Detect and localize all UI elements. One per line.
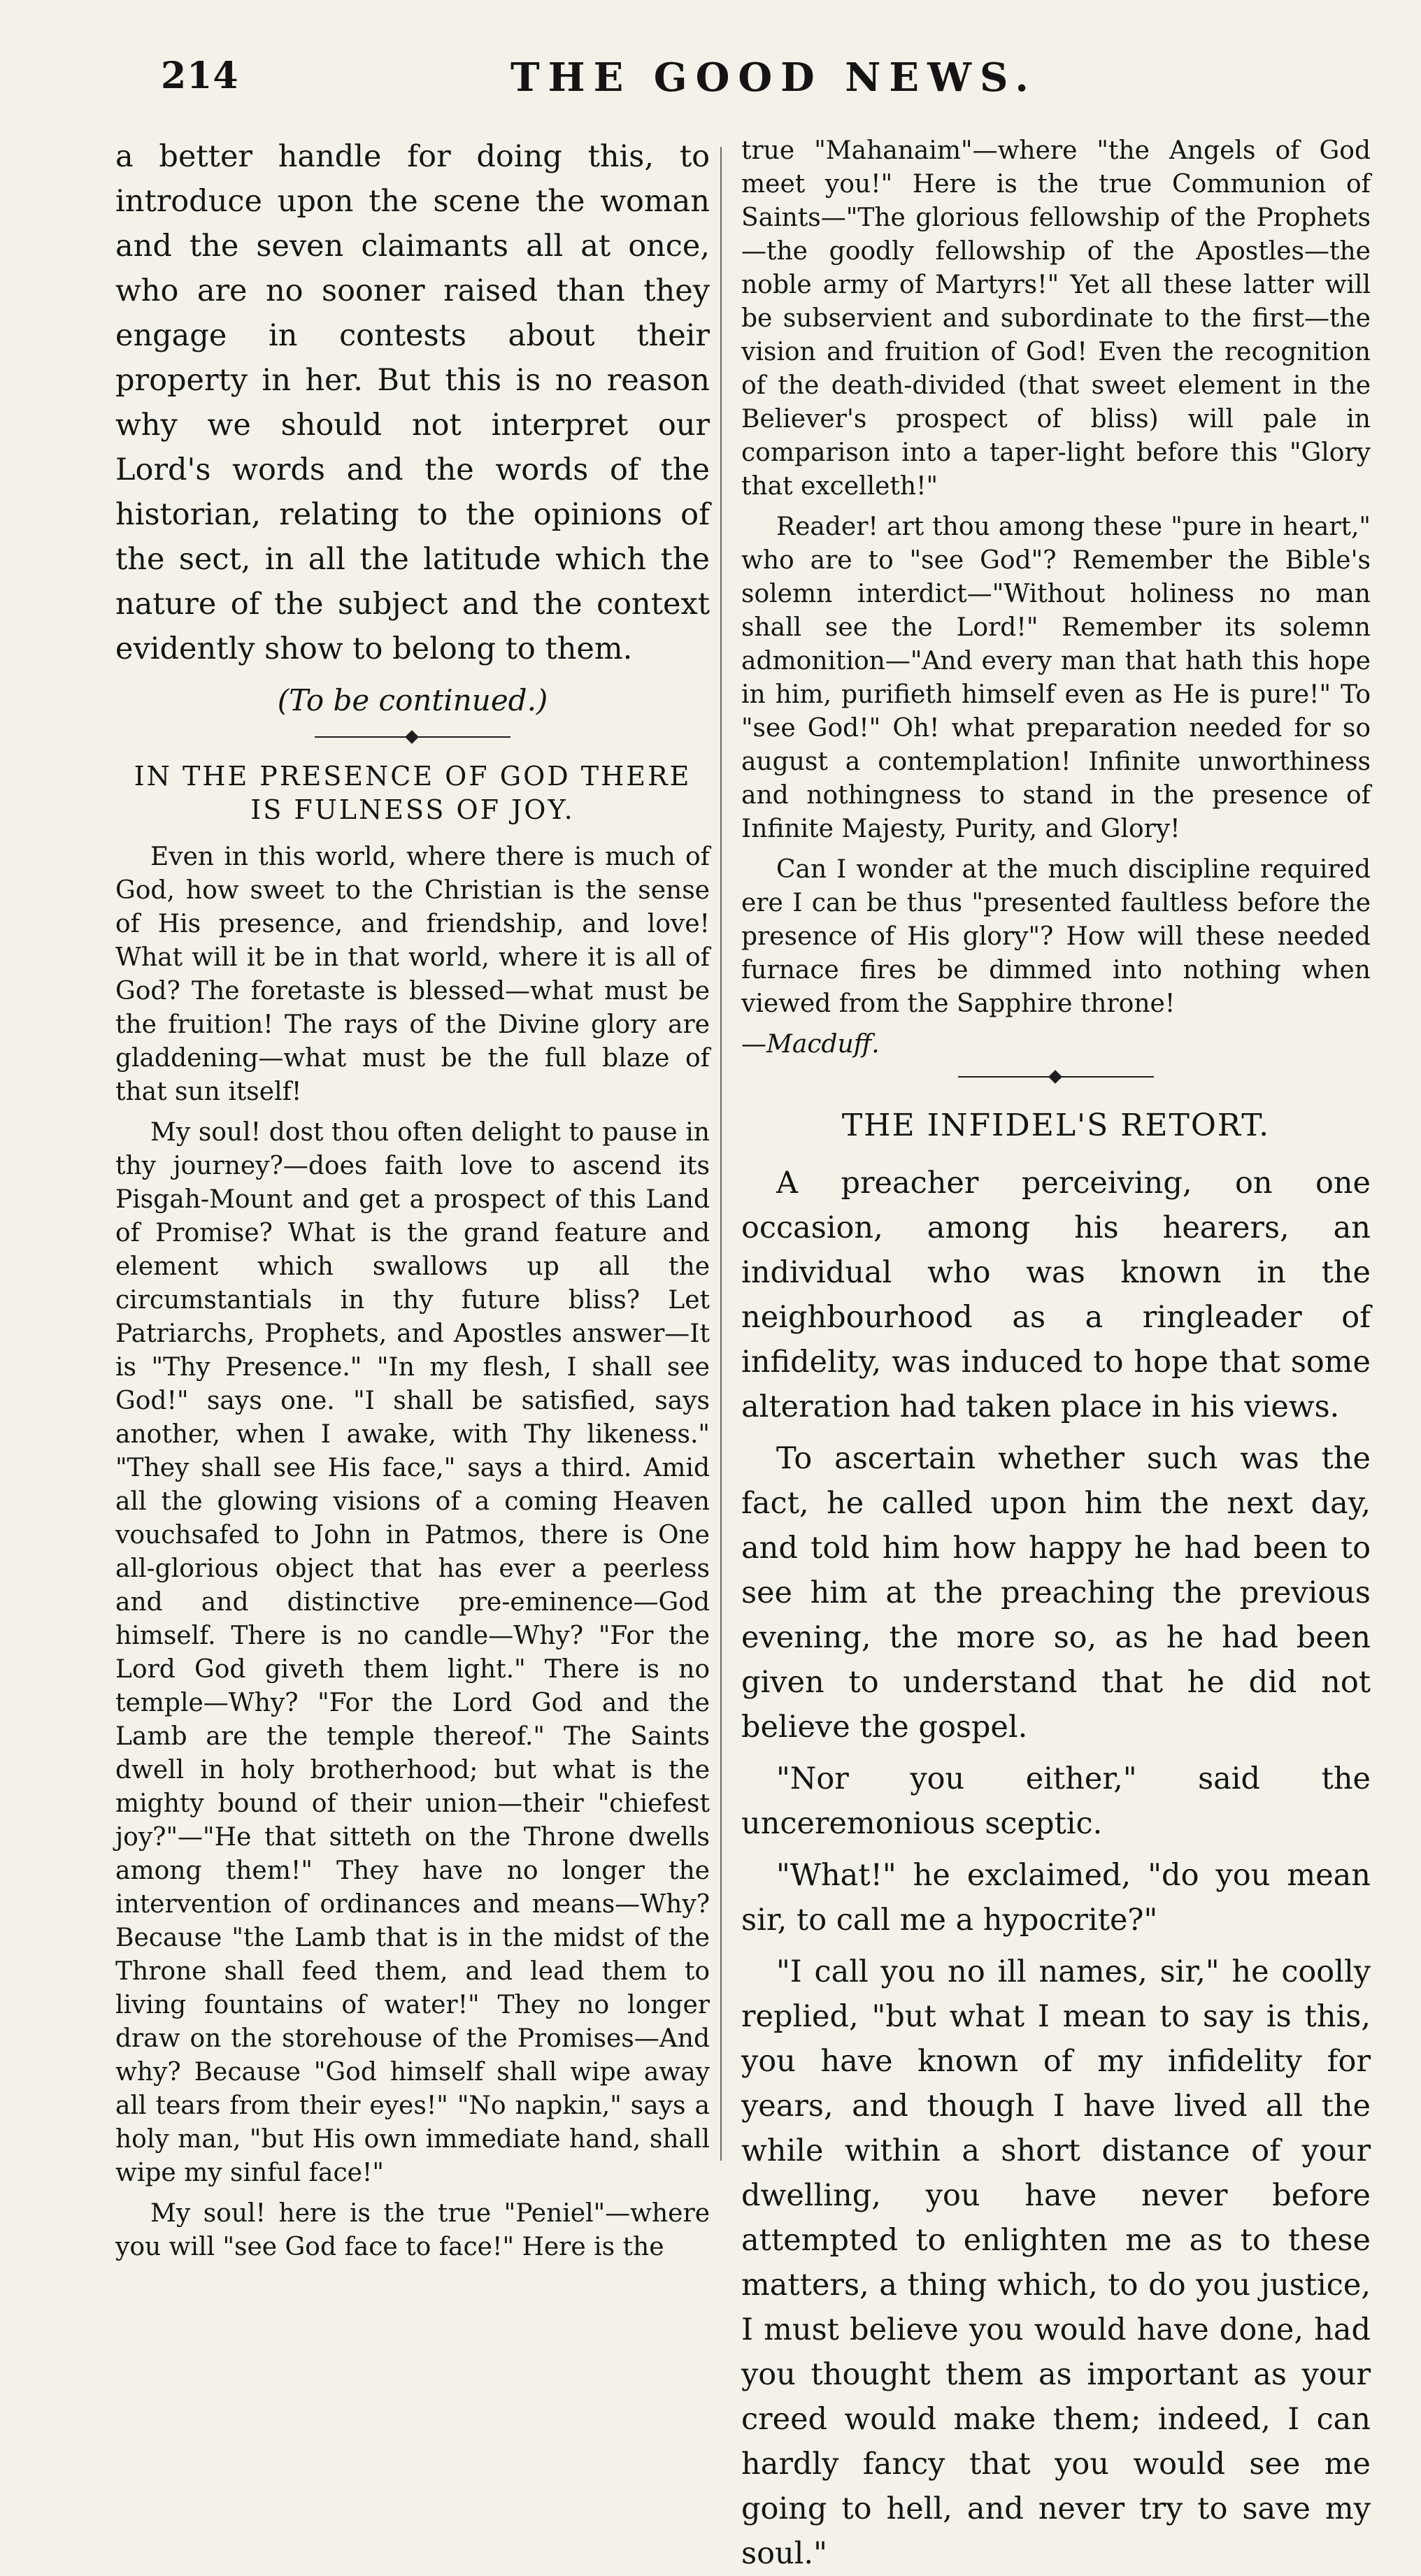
article-title-presence-of-god: IN THE PRESENCE OF GOD THERE IS FULNESS OF JOY. [134,761,692,825]
continued-note: (To be continued.) [277,683,548,717]
right-paragraph: true "Mahanaim"—where "the Angels of God meet you!" Here is the true Communion of Saints—"The glorious fellowship of the Prophets—the goodly fellowship of the Apostles—the noble army of Martyrs!" Yet all these latter will be subservient and subordinate to the first—the vision and fruition of God! Even the recognition of the death-divided (that sweet element in the Believer's prospect of bliss) will pale in comparison into a taper-light before this "Glory that excelleth!" [741,136,1371,501]
right-article-continuation [741,134,1371,1061]
right-article-paragraph: "Nor you either," said the unceremonious sceptic. [741,1761,1371,1841]
left-article-body [115,840,710,2264]
right-article-paragraph: "What!" he exclaimed, "do you mean sir, to call me a hypocrite?" [741,1858,1371,1938]
right-article-paragraph: A preacher perceiving, on one occasion, among his hearers, an individual who was known in the neighbourhood as a ringleader of infidelity, was induced to hope that some alteration had taken place in his views. [741,1166,1371,1424]
left-column [115,134,710,2261]
intro-paragraph: a better handle for doing this, to introduce upon the scene the woman and the seven claimants all at once, who are no sooner raised than they engage in contests about their property in her. But this is no reason why we should not interpret our Lord's words and the words of the historian, relating to the opinions of the sect, in all the latitude which the nature of the subject and the context evidently show to belong to them. [115,139,710,666]
left-paragraph: My soul! dost thou often delight to pause in thy journey?—does faith love to ascend its Pisgah-Mount and get a prospect of this Land of Promise? What is the grand feature and element which swallows up all the circumstantials in thy future bliss? Let Patriarchs, Prophets, and Apostles answer—It is "Thy Presence." "In my flesh, I shall see God!" says one. "I shall be satisfied, says another, when I awake, with Thy likeness." "They shall see His face," says a third. Amid all the glowing visions of a coming Heaven vouchsafed to John in Patmos, there is One all-glorious object that has ever a peerless and and distinctive pre-eminence—God himself. There is no candle—Why? "For the Lord God giveth them light." There is no temple—Why? "For the Lord God and the Lamb are the temple thereof." The Saints dwell in holy brotherhood; but what is the mighty bound of their union—their "chiefest joy?"—"He that sitteth on the Throne dwells among them!" They have no longer the intervention of ordinances and means—Why? Because "the Lamb that is in the midst of the Throne shall feed them, and lead them to living fountains of water!" They no longer draw on the storehouse of the Promises—And why? Because "God himself shall wipe away all tears from their eyes!" "No napkin," says a holy man, "but His own immediate hand, shall wipe my sinful face!" [115,1118,710,2187]
article-title-infidels-retort: THE INFIDEL'S RETORT. [841,1108,1271,1143]
right-article-body [741,1161,1371,2576]
column-divider [720,147,722,2161]
right-column [741,134,1371,2571]
left-paragraph: Even in this world, where there is much of God, how sweet to the Christian is the sense of His presence, and friendship, and love! What will it be in that world, where it is all of God? The foretaste is blessed—what must be the fruition! The rays of the Divine glory are gladdening—what must be the full blaze of that sun itself! [115,843,710,1106]
right-article-paragraph: "I call you no ill names, sir," he coolly replied, "but what I mean to say is this, you have known of my infidelity for years, and though I have lived all the while within a short distance of your dwelling, you have never before attempted to enlighten me as to these matters, a thing which, to do you justice, I must believe you would have done, had you thought them as important as your creed would make them; indeed, I can hardly fancy that you would see me going to hell, and never try to save my soul." [741,1954,1371,2571]
section-divider [958,1068,1154,1085]
right-paragraph: Reader! art thou among these "pure in heart," who are to "see God"? Remember the Bible's solemn interdict—"Without holiness no man shall see the Lord!" Remember its solemn admonition—"And every man that hath this hope in him, purifieth himself even as He is pure!" To "see God!" Oh! what preparation needed for so august a contemplation! Infinite unworthiness and nothingness to stand in the presence of Infinite Majesty, Purity, and Glory! [741,513,1371,843]
section-divider [315,729,510,745]
left-intro-block [115,134,710,723]
attribution: —Macduff. [741,1030,880,1059]
right-article-paragraph: To ascertain whether such was the fact, he called upon him the next day, and told him how happy he had been to see him at the preaching the previous evening, the more so, as he had been given to understand that he did not believe the gospel. [741,1441,1371,1745]
running-title: THE GOOD NEWS. [510,55,1037,101]
right-paragraph: Can I wonder at the much discipline required ere I can be thus "presented faultless before the presence of His glory"? How will these needed furnace fires be dimmed into nothing when viewed from the Sapphire throne! [741,855,1371,1018]
page-number: 214 [161,55,239,97]
left-paragraph: My soul! here is the true "Peniel"—where you will "see God face to face!" Here is the [115,2199,710,2261]
page-header [161,55,1392,117]
